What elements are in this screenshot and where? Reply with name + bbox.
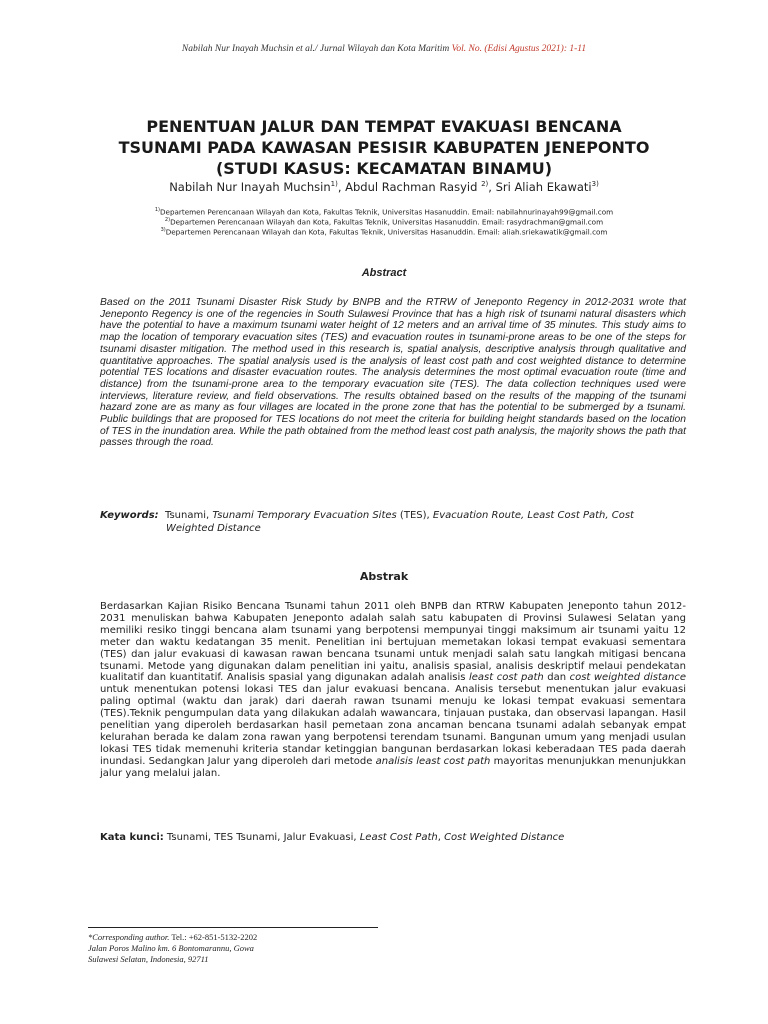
kata-kunci-text: Tsunami, TES Tsunami, Jalur Evakuasi, <box>163 832 360 843</box>
kata-kunci-text: Cost Weighted Distance <box>444 832 565 843</box>
footnote-corresponding: *Corresponding author. <box>88 932 170 942</box>
keyword-text: Evacuation Route, Least Cost Path, Cost <box>432 510 634 521</box>
abstrak-heading: Abstrak <box>359 570 409 583</box>
affiliation-text: Departemen Perencanaan Wilayah dan Kota, Fakultas Teknik, Universitas Hasanuddin. Email: rasydrachman@gmail.com <box>170 217 604 227</box>
keyword-text: Tsunami, <box>165 510 213 521</box>
running-head-volume: Vol. No. (Edisi Agustus 2021): 1-11 <box>451 44 587 54</box>
abstract-text: Based on the 2011 Tsunami Disaster Risk Study by BNPB and the RTRW of Jeneponto Regency in 2012-2031 wrote that Jeneponto Regency is one of the regencies in South Sulawesi Province that has a high risk of tsunami natural disasters which have the potential to have a maximum tsunami water height of 12 meters and an arrival time of 35 minutes. This study aims to map the location of temporary evacuation sites (TES) and evacuation routes in tsunami-prone areas to be one of the steps for tsunami disaster mitigation. The method used in this research is, spatial analysis, descriptive analysis through qualitative and quantitative approaches. The spatial analysis used is the analysis of least cost path and cost weighted distance to determine potential TES locations and disaster evacuation routes. The analysis determines the most optimal evacuation route (time and distance) from the tsunami-prone area to the temporary evacuation site (TES). The data collection techniques used were interviews, literature review, and field observations. The results obtained based on the results of the mapping of the tsunami hazard zone are as many as four villages are located in the prone zone that has the potential to be submerged by a tsunami. Public buildings that are proposed for TES locations do not meet the criteria for building height standards based on the location of TES in the inundation area. While the path obtained from the method least cost path analysis, the majority shows the path that passes through the road. <box>100 297 686 449</box>
affiliation <box>0 227 768 236</box>
running-head <box>0 44 768 54</box>
running-head-authors: Nabilah Nur Inayah Muchsin et al./ Jurnal Wilayah dan Kota Maritim <box>181 44 450 54</box>
footnote-address-line: Sulawesi Selatan, Indonesia, 92711 <box>88 954 209 964</box>
author-mark: 1) <box>330 180 338 189</box>
kata-kunci <box>100 832 686 843</box>
abstrak-text <box>100 601 686 780</box>
affiliation-text: Departemen Perencanaan Wilayah dan Kota, Fakultas Teknik, Universitas Hasanuddin. Email: nabilahnurinayah99@gmail.com <box>160 207 614 217</box>
author-name: Abdul Rachman Rasyid <box>345 180 482 194</box>
keywords-label: Keywords: <box>100 510 159 521</box>
title-line-1: PENENTUAN JALUR DAN TEMPAT EVAKUASI BENCANA <box>146 117 622 136</box>
keyword-text: Weighted Distance <box>166 523 261 534</box>
affiliation-mark: 2) <box>164 217 171 223</box>
paper-title <box>60 116 708 179</box>
footnote-divider <box>88 927 378 928</box>
abstract-heading: Abstract <box>361 267 407 279</box>
affiliation <box>0 217 768 226</box>
abstrak-segment: Berdasarkan Kajian Risiko Bencana Tsunami tahun 2011 oleh BNPB dan RTRW Kabupaten Jeneponto tahun 2012-2031 menuliskan bahwa Kabupaten Jeneponto adalah salah satu kabupaten di Provinsi Sulawesi Selatan yang memiliki resiko tinggi bencana alam tsunami yang berpotensi mempunyai tinggi maksimum air tsunami yaitu 12 meter dan waktu kedatangan 35 menit. Penelitian ini bertujuan memetakan lokasi tempat evakuasi sementara (TES) dan jalur evakuasi di kawasan rawan bencana tsunami untuk menjadi salah satu langkah mitigasi bencana tsunami. Metode yang digunakan dalam penelitian ini yaitu, analisis spasial, analisis deskriptif melaui pendekatan kualitatif dan kuantitatif. Analisis spasial yang digunakan adalah analisis <box>100 601 686 684</box>
abstrak-segment: mayoritas menunjukkan menunjukkan jalur yang melalui jalan. <box>100 755 686 779</box>
footnote-address-line: Jalan Poros Malino km. 6 Bontomarannu, Gowa <box>88 943 254 953</box>
kata-kunci-text: , <box>437 832 445 843</box>
affiliation-text: Departemen Perencanaan Wilayah dan Kota, Fakultas Teknik, Universitas Hasanuddin. Email: aliah.sriekawatik@gmail.com <box>165 227 608 237</box>
affiliation-mark: 1) <box>154 207 160 213</box>
abstrak-segment: untuk menentukan potensi lokasi TES dan jalur evakuasi bencana. Analisis tersebut menentukan jalur evakuasi paling optimal (waktu dan jarak) dari daerah rawan tsunami menuju ke lokasi tempat evakuasi sementara (TES).Teknik pengumpulan data yang dilakukan adalah wawancara, tinjauan pustaka, dan observasi lapangan. Hasil penelitian yang diperoleh berdasarkan hasil pemetaan zona ancaman bencana tsunami adalah sebanyak empat kelurahan berada ke dalam zona rawan yang berpotensi terendam tsunami. Bangunan umum yang menjadi usulan lokasi TES tidak memenuhi kriteria standar ketinggian bangunan berdasarkan lokasi keberadaan TES pada daerah inundasi. Sedangkan Jalur yang diperoleh dari metode <box>100 684 686 767</box>
kata-kunci-text: Least Cost Path <box>359 832 438 843</box>
abstrak-segment: least cost path <box>468 672 544 684</box>
abstrak-segment: dan <box>543 672 570 684</box>
affiliation-mark: 3) <box>160 227 166 233</box>
keywords <box>100 509 686 535</box>
keyword-text: (TES), <box>396 510 433 521</box>
keyword-text: Tsunami Temporary Evacuation Sites <box>212 510 397 521</box>
author-name: Sri Aliah Ekawati <box>495 180 592 194</box>
affiliation <box>0 207 768 216</box>
author-sep: , <box>337 180 346 194</box>
kata-kunci-label: Kata kunci: <box>100 832 164 843</box>
author-mark: 2) <box>481 180 489 189</box>
abstrak-segment: cost weighted distance <box>569 672 686 684</box>
footnote <box>88 932 388 965</box>
footnote-phone: Tel.: +62-851-5132-2202 <box>169 932 258 942</box>
title-line-3: (STUDI KASUS: KECAMATAN BINAMU) <box>215 159 552 178</box>
title-line-2: TSUNAMI PADA KAWASAN PESISIR KABUPATEN JENEPONTO <box>118 138 650 157</box>
author-sep: , <box>488 180 496 194</box>
author-mark: 3) <box>591 180 599 189</box>
abstrak-segment: analisis least cost path <box>375 755 491 767</box>
author-name: Nabilah Nur Inayah Muchsin <box>169 180 331 194</box>
author-list <box>0 180 768 194</box>
